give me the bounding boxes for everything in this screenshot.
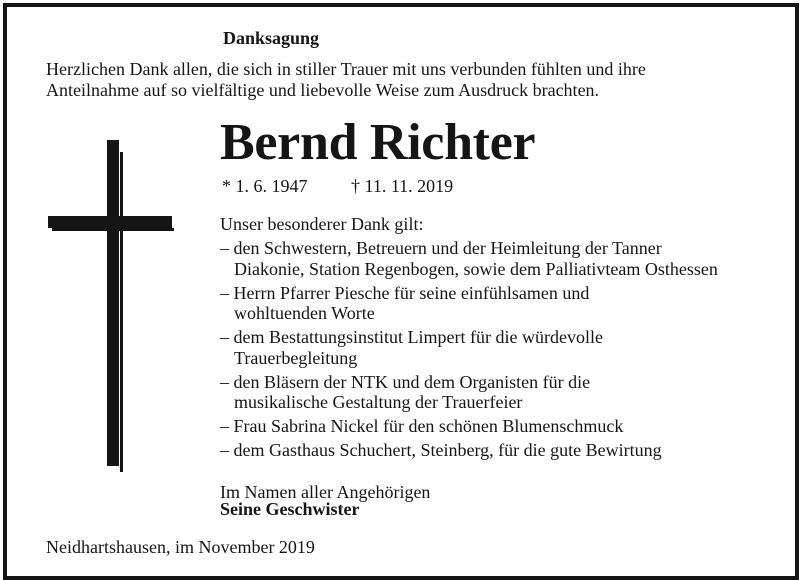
thanks-item [220,327,780,368]
thanks-item [220,440,780,461]
signature: Seine Geschwister [220,499,360,519]
thanks-item [220,372,780,413]
thanks-item [220,416,780,437]
thanks-item-line: – den Bläsern der NTK und dem Organisten für die [220,371,591,392]
cross-icon [48,140,178,472]
thanks-item [220,238,780,279]
thanks-item-line: Trauerbegleitung [234,347,358,368]
deceased-name: Bernd Richter [220,114,536,171]
thanks-title: Unser besonderer Dank gilt: [220,214,424,234]
thanks-item [220,283,780,324]
intro-line: Anteilnahme auf so vielfältige und liebevolle Weise zum Ausdruck brachten. [46,80,600,100]
intro-line: Herzlichen Dank allen, die sich in stiller Trauer mit uns verbunden fühlten und ihre [46,59,646,79]
thanks-item-line: – den Schwestern, Betreuern und der Heimleitung der Tanner [220,238,662,258]
death-date: † 11. 11. 2019 [351,176,454,196]
thanks-item-line: – Herrn Pfarrer Piesche für seine einfühlsamen und [220,282,590,303]
thanks-item-line: – dem Gasthaus Schuchert, Steinberg, für die gute Bewirtung [220,440,662,460]
thanks-item-line: musikalische Gestaltung der Trauerfeier [234,392,523,412]
birth-date: * 1. 6. 1947 [222,176,308,196]
thanks-item-line: Diakonie, Station Regenbogen, sowie dem Palliativteam Osthessen [234,258,718,279]
thanks-list [220,238,780,464]
closing-line: Im Namen aller Angehörigen [220,482,431,502]
intro-text [46,59,646,101]
thanks-item-line: wohltuenden Worte [234,303,375,323]
thanks-item-line: – Frau Sabrina Nickel für den schönen Blumenschmuck [220,416,624,436]
notice-heading: Danksagung [223,28,320,48]
place-date: Neidhartshausen, im November 2019 [46,537,315,557]
thanks-item-line: – dem Bestattungsinstitut Limpert für die würdevolle [220,327,603,347]
